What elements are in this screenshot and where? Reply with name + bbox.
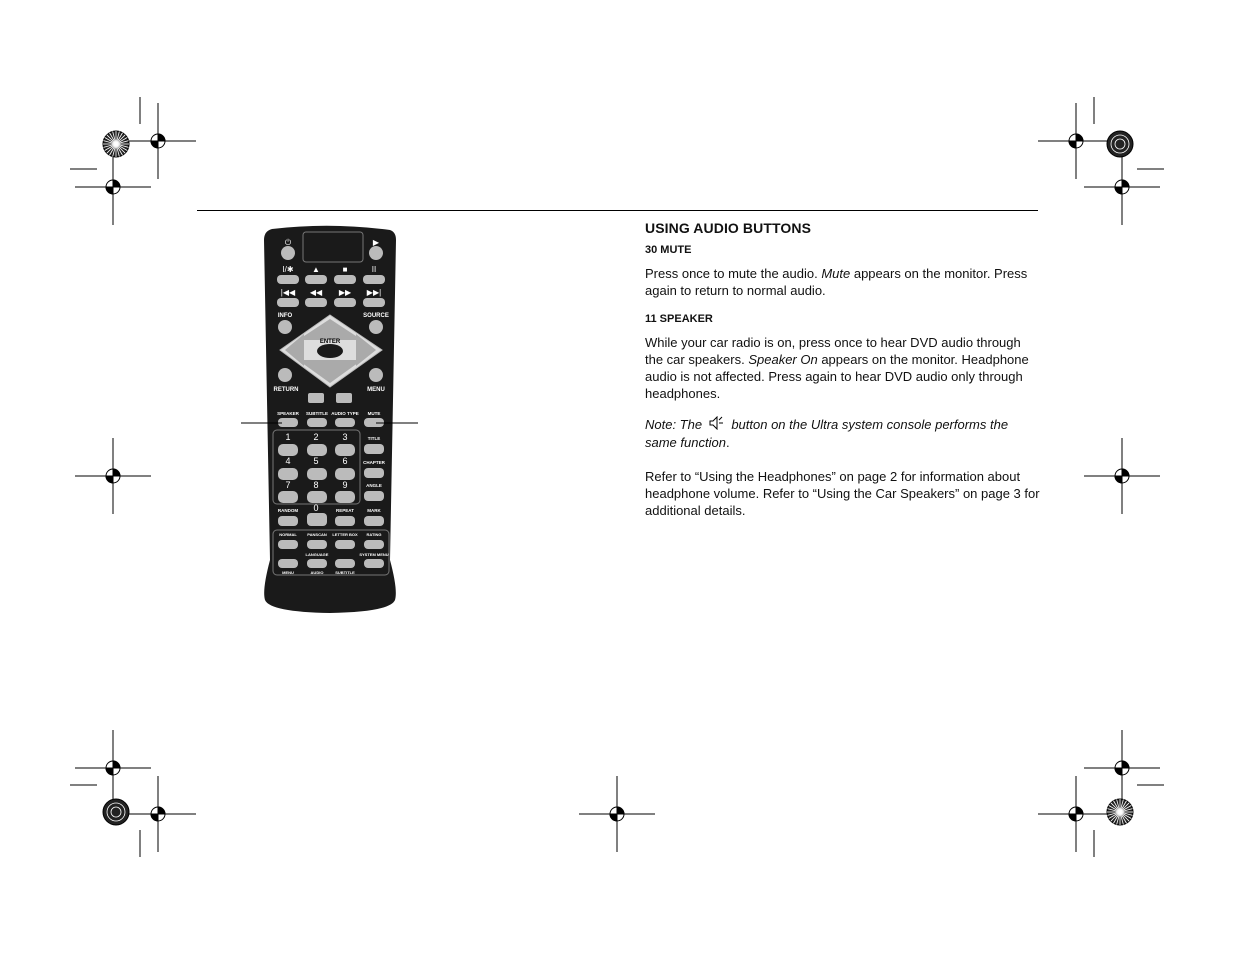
svg-text:■: ■ (342, 265, 348, 274)
label-angle: ANGLE (366, 483, 382, 488)
label-mute: MUTE (367, 411, 381, 416)
digit-9: 9 (342, 480, 348, 490)
svg-text:▲: ▲ (312, 265, 320, 274)
keypad-button (278, 468, 298, 480)
digit-5: 5 (313, 456, 319, 466)
label-mark: MARK (367, 508, 381, 513)
svg-text:▶▶: ▶▶ (338, 288, 352, 297)
keypad-button (307, 491, 327, 503)
return-button (278, 368, 292, 382)
digit-4: 4 (285, 456, 291, 466)
keypad-button (335, 468, 355, 480)
digit-8: 8 (313, 480, 319, 490)
label-return: RETURN (273, 387, 299, 393)
svg-text:▶: ▶ (372, 238, 380, 247)
section-title: USING AUDIO BUTTONS (645, 220, 812, 236)
speaker-icon (708, 416, 724, 430)
label-normal: NORMAL (279, 532, 297, 537)
mute-paragraph: Press once to mute the audio. Mute appears on the monitor. Press again to return to normal audio. (645, 266, 1028, 298)
refer-paragraph: Refer to “Using the Headphones” on page 2 for information about headphone volume. Refer to “Using the Car Speakers” on page 3 for additional details. (645, 469, 1040, 518)
svg-text:◀◀: ◀◀ (309, 288, 323, 297)
label-language: LANGUAGE (305, 552, 329, 557)
label-random: RANDOM (277, 508, 299, 513)
keypad-button (307, 444, 327, 456)
label-rating: RATING (366, 532, 382, 537)
label-repeat: REPEAT (336, 508, 354, 513)
label-letterbox: LETTER BOX (332, 532, 358, 537)
label-speaker: SPEAKER (277, 411, 299, 416)
digit-2: 2 (313, 432, 319, 442)
label-lang-menu: MENU (282, 570, 294, 575)
remote-illustration (240, 222, 440, 622)
digit-7: 7 (285, 480, 291, 490)
svg-text:I/✱: I/✱ (282, 265, 294, 274)
keypad-button (335, 444, 355, 456)
svg-text:⏻: ⏻ (284, 238, 292, 247)
label-audio-type: AUDIO TYPE (331, 411, 359, 416)
keypad-button (335, 491, 355, 503)
menu-button (369, 368, 383, 382)
digit-3: 3 (342, 432, 348, 442)
label-panscan: PANSCAN (307, 532, 327, 537)
mute-heading: 30 MUTE (645, 244, 692, 256)
keypad-button (278, 491, 298, 503)
svg-text:▶▶|: ▶▶| (366, 288, 382, 297)
digit-6: 6 (342, 456, 348, 466)
label-lang-audio: AUDIO (310, 570, 324, 575)
label-lang-subtitle: SUBTITLE (335, 570, 355, 575)
label-subtitle: SUBTITLE (306, 411, 328, 416)
label-menu: MENU (367, 387, 385, 393)
top-rule (197, 210, 1038, 211)
source-button (369, 320, 383, 334)
note-paragraph: Note: The button on the Ultra system console performs the same function. (645, 417, 1009, 450)
power-button (281, 246, 295, 260)
speaker-heading: 11 SPEAKER (645, 313, 713, 325)
label-info: INFO (277, 313, 293, 319)
digit-0: 0 (313, 503, 319, 513)
svg-text:|◀◀: |◀◀ (280, 288, 296, 297)
enter-button (317, 344, 343, 358)
svg-text:II: II (371, 265, 377, 274)
label-system-menu: SYSTEM MENU (359, 552, 389, 557)
label-source: SOURCE (363, 313, 389, 319)
digit-1: 1 (285, 432, 291, 442)
play-button (369, 246, 383, 260)
label-enter: ENTER (319, 339, 341, 345)
keypad-button (307, 468, 327, 480)
text-column (645, 220, 1040, 533)
keypad-button (278, 444, 298, 456)
speaker-paragraph: While your car radio is on, press once to hear DVD audio through the car speakers. Speaker On appears on the monitor. Headphone audio is not affected. Press again to hear DVD audio only through headphones. (645, 335, 1029, 401)
label-title: TITLE (367, 436, 381, 441)
label-chapter: CHAPTER (363, 460, 385, 465)
info-button (278, 320, 292, 334)
